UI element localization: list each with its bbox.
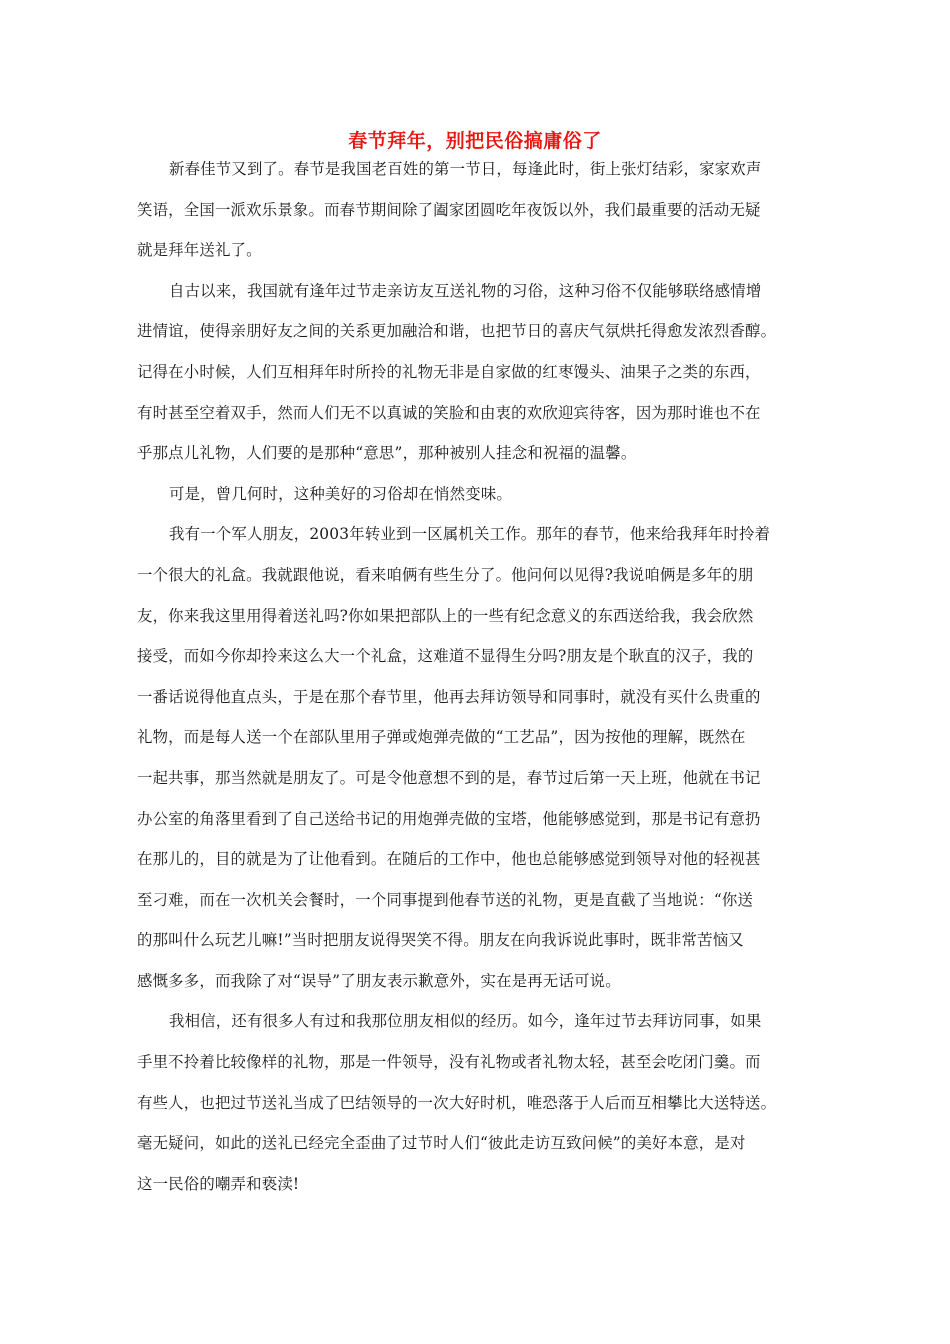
text-line: 一个很大的礼盒。我就跟他说，看来咱俩有些生分了。他问何以见得?我说咱俩是多年的朋 <box>137 565 754 584</box>
article-body <box>137 149 827 1204</box>
text-line: 记得在小时候，人们互相拜年时所拎的礼物无非是自家做的红枣馒头、油果子之类的东西， <box>137 362 761 381</box>
text-line: 在那儿的，目的就是为了让他看到。在随后的工作中，他也总能够感觉到领导对他的轻视甚 <box>137 850 761 869</box>
text-line: 办公室的角落里看到了自己送给书记的用炮弹壳做的宝塔，他能够感觉到，那是书记有意扔 <box>137 809 761 828</box>
text-line: 一起共事，那当然就是朋友了。可是令他意想不到的是，春节过后第一天上班，他就在书记 <box>137 768 761 787</box>
text-line: 感慨多多，而我除了对“误导”了朋友表示歉意外，实在是再无话可说。 <box>137 971 621 990</box>
article-title: 春节拜年，别把民俗搞庸俗了 <box>348 130 602 152</box>
text-line: 手里不拎着比较像样的礼物，那是一件领导，没有礼物或者礼物太轻，甚至会吃闭门羹。而 <box>137 1053 761 1072</box>
text-line: 乎那点儿礼物，人们要的是那种“意思”，那种被别人挂念和祝福的温馨。 <box>137 444 637 463</box>
text-line: 这一民俗的嘲弄和亵渎! <box>137 1174 300 1193</box>
text-line: 礼物，而是每人送一个在部队里用子弹或炮弹壳做的“工艺品”，因为按他的理解，既然在 <box>137 728 746 747</box>
text-line: 就是拜年送礼了。 <box>137 241 262 260</box>
text-line: 我有一个军人朋友，2003年转业到一区属机关工作。那年的春节，他来给我拜年时拎着 <box>169 525 771 544</box>
text-line: 的那叫什么玩艺儿嘛!”当时把朋友说得哭笑不得。朋友在向我诉说此事时，既非常苦恼又 <box>137 931 744 950</box>
text-line: 接受，而如今你却拎来这么大一个礼盒，这难道不显得生分吗?朋友是个耿直的汉子，我的 <box>137 647 754 666</box>
text-line: 新春佳节又到了。春节是我国老百姓的第一节日，每逢此时，街上张灯结彩，家家欢声 <box>169 160 762 178</box>
text-line: 自古以来，我国就有逢年过节走亲访友互送礼物的习俗，这种习俗不仅能够联络感情增 <box>169 281 762 300</box>
text-line: 一番话说得他直点头，于是在那个春节里，他再去拜访领导和同事时，就没有买什么贵重的 <box>137 687 761 706</box>
text-line: 至刁难，而在一次机关会餐时，一个同事提到他春节送的礼物，更是直截了当地说：“你送 <box>137 890 754 909</box>
text-line: 我相信，还有很多人有过和我那位朋友相似的经历。如今，逢年过节去拜访同事，如果 <box>169 1012 762 1031</box>
text-line: 有时甚至空着双手，然而人们无不以真诚的笑脸和由衷的欢欣迎宾待客，因为那时谁也不在 <box>137 403 761 422</box>
text-line: 毫无疑问，如此的送礼已经完全歪曲了过节时人们“彼此走访互致问候”的美好本意，是对 <box>137 1134 746 1153</box>
text-line: 可是，曾几何时，这种美好的习俗却在悄然变味。 <box>169 484 512 503</box>
text-line: 进情谊，使得亲朋好友之间的关系更加融洽和谐，也把节日的喜庆气氛烘托得愈发浓烈香醇。 <box>137 322 777 341</box>
text-line: 有些人，也把过节送礼当成了巴结领导的一次大好时机，唯恐落于人后而互相攀比大送特送。 <box>137 1093 777 1112</box>
text-line: 友，你来我这里用得着送礼吗?你如果把部队上的一些有纪念意义的东西送给我，我会欣然 <box>137 606 754 625</box>
text-line: 笑语，全国一派欢乐景象。而春节期间除了阖家团圆吃年夜饭以外，我们最重要的活动无疑 <box>137 200 761 219</box>
